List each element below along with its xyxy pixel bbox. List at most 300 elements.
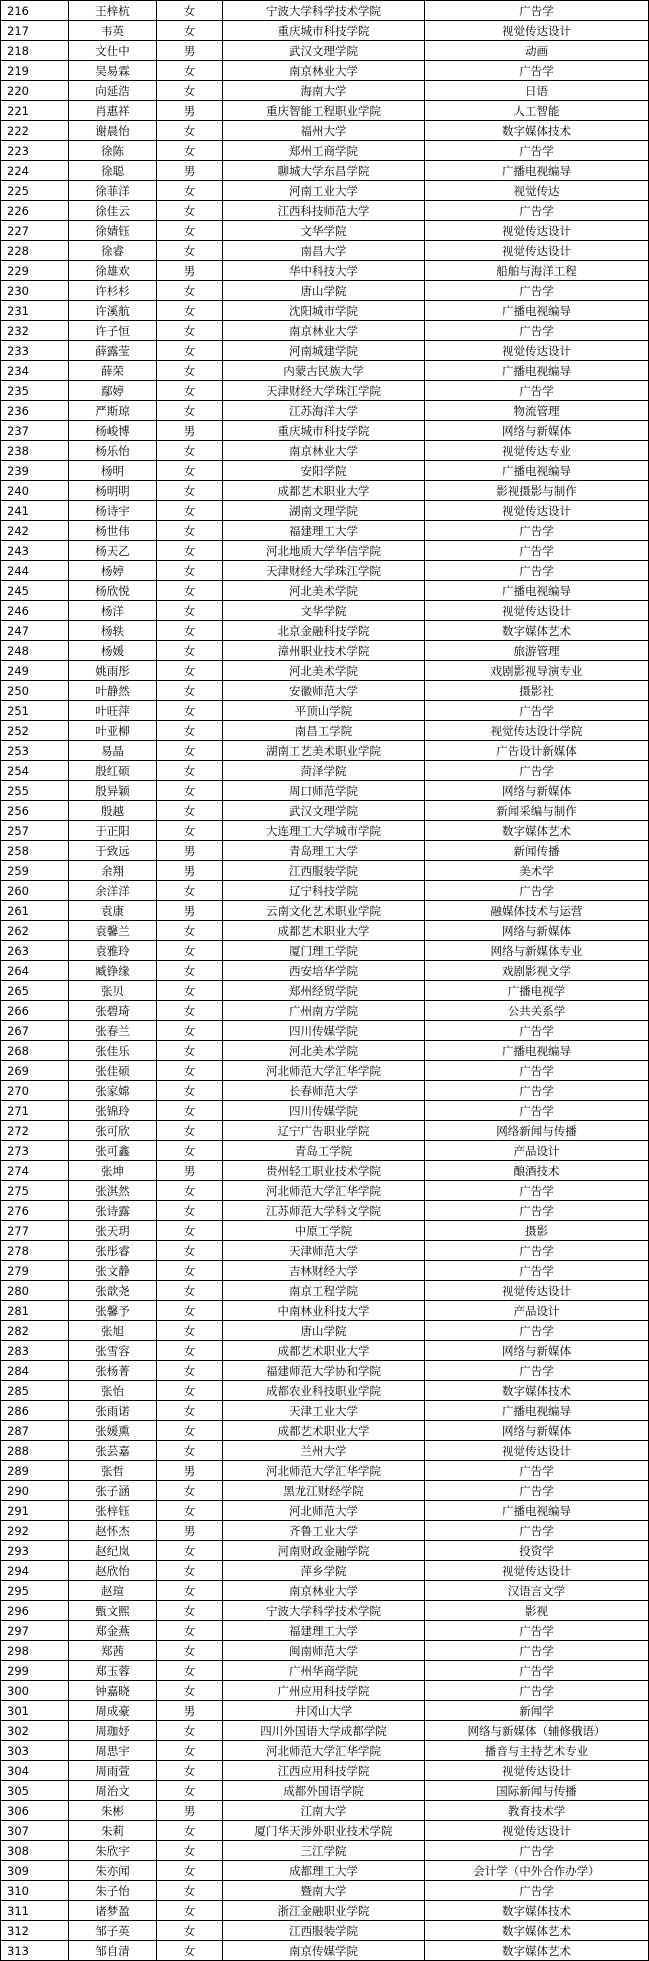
student-name-cell: 余翔	[69, 861, 157, 881]
student-name-cell: 张诗露	[69, 1201, 157, 1221]
student-name-cell: 杨轶	[69, 621, 157, 641]
table-row	[1, 481, 649, 501]
school-cell: 辽宁科技学院	[223, 881, 425, 901]
school-cell: 暨南大学	[223, 1881, 425, 1901]
row-number-cell: 287	[1, 1421, 69, 1441]
gender-cell: 女	[157, 141, 223, 161]
student-name-cell: 谢晨怡	[69, 121, 157, 141]
table-row	[1, 221, 649, 241]
major-cell: 广播电视编导	[425, 361, 649, 381]
major-cell: 新闻传播	[425, 841, 649, 861]
gender-cell: 女	[157, 581, 223, 601]
major-cell: 广告学	[425, 1361, 649, 1381]
student-name-cell: 张媛熏	[69, 1421, 157, 1441]
gender-cell: 男	[157, 161, 223, 181]
row-number-cell: 313	[1, 1941, 69, 1961]
student-name-cell: 韦英	[69, 21, 157, 41]
student-name-cell: 杨洋	[69, 601, 157, 621]
table-row	[1, 181, 649, 201]
school-cell: 浙江金融职业学院	[223, 1901, 425, 1921]
row-number-cell: 238	[1, 441, 69, 461]
student-name-cell: 杨欣悦	[69, 581, 157, 601]
table-row	[1, 1621, 649, 1641]
row-number-cell: 248	[1, 641, 69, 661]
major-cell: 新闻采编与制作	[425, 801, 649, 821]
table-row	[1, 601, 649, 621]
major-cell: 船舶与海洋工程	[425, 261, 649, 281]
student-name-cell: 张哲	[69, 1461, 157, 1481]
major-cell: 网络与新媒体	[425, 421, 649, 441]
major-cell: 广告学	[425, 1241, 649, 1261]
major-cell: 视觉传达专业	[425, 441, 649, 461]
student-name-cell: 张旭	[69, 1321, 157, 1341]
gender-cell: 女	[157, 641, 223, 661]
table-row	[1, 1161, 649, 1181]
major-cell: 动画	[425, 41, 649, 61]
table-row	[1, 281, 649, 301]
gender-cell: 女	[157, 1881, 223, 1901]
school-cell: 福建理工大学	[223, 1621, 425, 1641]
school-cell: 萍乡学院	[223, 1561, 425, 1581]
major-cell: 广告学	[425, 1881, 649, 1901]
row-number-cell: 257	[1, 821, 69, 841]
school-cell: 漳州职业技术学院	[223, 641, 425, 661]
gender-cell: 女	[157, 1041, 223, 1061]
gender-cell: 女	[157, 961, 223, 981]
row-number-cell: 269	[1, 1061, 69, 1081]
table-row	[1, 1221, 649, 1241]
row-number-cell: 293	[1, 1541, 69, 1561]
student-name-cell: 杨诗宇	[69, 501, 157, 521]
table-row	[1, 701, 649, 721]
gender-cell: 女	[157, 181, 223, 201]
row-number-cell: 300	[1, 1681, 69, 1701]
gender-cell: 女	[157, 1261, 223, 1281]
table-row	[1, 261, 649, 281]
gender-cell: 女	[157, 1241, 223, 1261]
major-cell: 广播电视编导	[425, 581, 649, 601]
student-name-cell: 文仕中	[69, 41, 157, 61]
school-cell: 天津财经大学珠江学院	[223, 381, 425, 401]
row-number-cell: 306	[1, 1801, 69, 1821]
row-number-cell: 296	[1, 1601, 69, 1621]
table-row	[1, 1461, 649, 1481]
gender-cell: 男	[157, 1701, 223, 1721]
major-cell: 广播电视编导	[425, 1401, 649, 1421]
student-name-cell: 钟嘉晓	[69, 1681, 157, 1701]
school-cell: 天津师范大学	[223, 1241, 425, 1261]
school-cell: 兰州大学	[223, 1441, 425, 1461]
row-number-cell: 294	[1, 1561, 69, 1581]
student-name-cell: 严斯琼	[69, 401, 157, 421]
student-name-cell: 张杨菁	[69, 1361, 157, 1381]
row-number-cell: 311	[1, 1901, 69, 1921]
student-name-cell: 许杉杉	[69, 281, 157, 301]
table-row	[1, 81, 649, 101]
student-name-cell: 叶亚柳	[69, 721, 157, 741]
school-cell: 福建理工大学	[223, 521, 425, 541]
gender-cell: 女	[157, 1941, 223, 1961]
school-cell: 成都艺术职业大学	[223, 921, 425, 941]
major-cell: 播音与主持艺术专业	[425, 1741, 649, 1761]
table-body	[1, 1, 649, 1961]
gender-cell: 女	[157, 1361, 223, 1381]
school-cell: 广州华商学院	[223, 1661, 425, 1681]
major-cell: 广告学	[425, 1261, 649, 1281]
major-cell: 数字媒体艺术	[425, 621, 649, 641]
row-number-cell: 219	[1, 61, 69, 81]
row-number-cell: 251	[1, 701, 69, 721]
school-cell: 广州应用科技学院	[223, 1681, 425, 1701]
student-name-cell: 袁馨兰	[69, 921, 157, 941]
table-row	[1, 1321, 649, 1341]
major-cell: 视觉传达设计	[425, 241, 649, 261]
gender-cell: 女	[157, 941, 223, 961]
school-cell: 南昌工学院	[223, 721, 425, 741]
major-cell: 广告学	[425, 141, 649, 161]
row-number-cell: 286	[1, 1401, 69, 1421]
student-name-cell: 叶旺萍	[69, 701, 157, 721]
row-number-cell: 250	[1, 681, 69, 701]
major-cell: 数字媒体技术	[425, 1901, 649, 1921]
row-number-cell: 271	[1, 1101, 69, 1121]
student-name-cell: 张佳乐	[69, 1041, 157, 1061]
row-number-cell: 273	[1, 1141, 69, 1161]
row-number-cell: 231	[1, 301, 69, 321]
school-cell: 宁波大学科学技术学院	[223, 1, 425, 21]
table-row	[1, 161, 649, 181]
major-cell: 广告学	[425, 541, 649, 561]
row-number-cell: 247	[1, 621, 69, 641]
school-cell: 菏泽学院	[223, 761, 425, 781]
student-name-cell: 张子涵	[69, 1481, 157, 1501]
row-number-cell: 237	[1, 421, 69, 441]
school-cell: 北京金融科技学院	[223, 621, 425, 641]
student-name-cell: 于正阳	[69, 821, 157, 841]
row-number-cell: 246	[1, 601, 69, 621]
student-name-cell: 徐陈	[69, 141, 157, 161]
school-cell: 南京林业大学	[223, 441, 425, 461]
major-cell: 广告学	[425, 881, 649, 901]
row-number-cell: 290	[1, 1481, 69, 1501]
row-number-cell: 285	[1, 1381, 69, 1401]
gender-cell: 女	[157, 821, 223, 841]
major-cell: 国际新闻与传播	[425, 1781, 649, 1801]
major-cell: 广告学	[425, 1181, 649, 1201]
school-cell: 河北美术学院	[223, 581, 425, 601]
student-name-cell: 周治文	[69, 1781, 157, 1801]
gender-cell: 男	[157, 1521, 223, 1541]
student-name-cell: 张淇然	[69, 1181, 157, 1201]
major-cell: 摄影	[425, 1221, 649, 1241]
gender-cell: 女	[157, 381, 223, 401]
major-cell: 广告学	[425, 701, 649, 721]
table-row	[1, 1761, 649, 1781]
student-name-cell: 郑茜	[69, 1641, 157, 1661]
gender-cell: 男	[157, 41, 223, 61]
school-cell: 江西科技师范大学	[223, 201, 425, 221]
student-name-cell: 赵纪岚	[69, 1541, 157, 1561]
table-row	[1, 1401, 649, 1421]
row-number-cell: 280	[1, 1281, 69, 1301]
major-cell: 网络新闻与传播	[425, 1121, 649, 1141]
major-cell: 旅游管理	[425, 641, 649, 661]
school-cell: 福州大学	[223, 121, 425, 141]
student-name-cell: 殷越	[69, 801, 157, 821]
table-row	[1, 1261, 649, 1281]
student-name-cell: 杨乐怡	[69, 441, 157, 461]
school-cell: 湖南工艺美术职业学院	[223, 741, 425, 761]
student-name-cell: 徐佳云	[69, 201, 157, 221]
school-cell: 文华学院	[223, 221, 425, 241]
row-number-cell: 282	[1, 1321, 69, 1341]
gender-cell: 女	[157, 1581, 223, 1601]
student-name-cell: 杨媛	[69, 641, 157, 661]
student-name-cell: 张春兰	[69, 1021, 157, 1041]
major-cell: 视觉传达设计	[425, 1561, 649, 1581]
row-number-cell: 234	[1, 361, 69, 381]
school-cell: 成都外国语学院	[223, 1781, 425, 1801]
gender-cell: 女	[157, 281, 223, 301]
school-cell: 长春师范大学	[223, 1081, 425, 1101]
row-number-cell: 264	[1, 961, 69, 981]
table-row	[1, 1, 649, 21]
row-number-cell: 303	[1, 1741, 69, 1761]
row-number-cell: 262	[1, 921, 69, 941]
major-cell: 广播电视编导	[425, 301, 649, 321]
row-number-cell: 292	[1, 1521, 69, 1541]
table-row	[1, 1361, 649, 1381]
row-number-cell: 230	[1, 281, 69, 301]
student-name-cell: 张彤睿	[69, 1241, 157, 1261]
gender-cell: 女	[157, 1061, 223, 1081]
school-cell: 江西应用科技学院	[223, 1761, 425, 1781]
gender-cell: 男	[157, 901, 223, 921]
row-number-cell: 216	[1, 1, 69, 21]
row-number-cell: 274	[1, 1161, 69, 1181]
gender-cell: 女	[157, 601, 223, 621]
major-cell: 广告学	[425, 1321, 649, 1341]
school-cell: 南京工程学院	[223, 1281, 425, 1301]
row-number-cell: 220	[1, 81, 69, 101]
gender-cell: 女	[157, 521, 223, 541]
major-cell: 戏剧影视文学	[425, 961, 649, 981]
major-cell: 广告学	[425, 1101, 649, 1121]
row-number-cell: 275	[1, 1181, 69, 1201]
major-cell: 广告学	[425, 1201, 649, 1221]
table-row	[1, 1901, 649, 1921]
gender-cell: 女	[157, 1661, 223, 1681]
gender-cell: 女	[157, 1921, 223, 1941]
table-row	[1, 1061, 649, 1081]
row-number-cell: 244	[1, 561, 69, 581]
school-cell: 江西服装学院	[223, 861, 425, 881]
school-cell: 河北师范大学汇华学院	[223, 1061, 425, 1081]
gender-cell: 女	[157, 461, 223, 481]
school-cell: 重庆智能工程职业学院	[223, 101, 425, 121]
gender-cell: 女	[157, 341, 223, 361]
school-cell: 重庆城市科技学院	[223, 421, 425, 441]
student-name-cell: 赵怀杰	[69, 1521, 157, 1541]
student-name-cell: 杨峻博	[69, 421, 157, 441]
gender-cell: 女	[157, 1861, 223, 1881]
student-name-cell: 徐雄欢	[69, 261, 157, 281]
student-name-cell: 周珈妤	[69, 1721, 157, 1741]
student-name-cell: 张馨予	[69, 1301, 157, 1321]
school-cell: 河南财政金融学院	[223, 1541, 425, 1561]
gender-cell: 女	[157, 721, 223, 741]
row-number-cell: 305	[1, 1781, 69, 1801]
student-name-cell: 许子恒	[69, 321, 157, 341]
school-cell: 青岛工学院	[223, 1141, 425, 1161]
gender-cell: 女	[157, 1121, 223, 1141]
row-number-cell: 263	[1, 941, 69, 961]
school-cell: 青岛理工大学	[223, 841, 425, 861]
school-cell: 福建师范大学协和学院	[223, 1361, 425, 1381]
table-row	[1, 561, 649, 581]
student-name-cell: 杨明	[69, 461, 157, 481]
student-name-cell: 张雪容	[69, 1341, 157, 1361]
table-row	[1, 1101, 649, 1121]
row-number-cell: 276	[1, 1201, 69, 1221]
student-name-cell: 张锦玲	[69, 1101, 157, 1121]
row-number-cell: 304	[1, 1761, 69, 1781]
student-name-cell: 吴易霖	[69, 61, 157, 81]
major-cell: 广告学	[425, 1621, 649, 1641]
student-name-cell: 张芸嘉	[69, 1441, 157, 1461]
major-cell: 广播电视学	[425, 981, 649, 1001]
row-number-cell: 295	[1, 1581, 69, 1601]
major-cell: 教育技术学	[425, 1801, 649, 1821]
major-cell: 新闻学	[425, 1701, 649, 1721]
gender-cell: 女	[157, 1, 223, 21]
school-cell: 内蒙古民族大学	[223, 361, 425, 381]
row-number-cell: 267	[1, 1021, 69, 1041]
row-number-cell: 272	[1, 1121, 69, 1141]
school-cell: 闽南师范大学	[223, 1641, 425, 1661]
student-name-cell: 周思宇	[69, 1741, 157, 1761]
student-name-cell: 赵瑄	[69, 1581, 157, 1601]
table-row	[1, 381, 649, 401]
student-name-cell: 朱亦闻	[69, 1861, 157, 1881]
school-cell: 南京林业大学	[223, 1581, 425, 1601]
major-cell: 广告学	[425, 1681, 649, 1701]
table-row	[1, 321, 649, 341]
row-number-cell: 302	[1, 1721, 69, 1741]
school-cell: 四川外国语大学成都学院	[223, 1721, 425, 1741]
student-name-cell: 于致远	[69, 841, 157, 861]
table-row	[1, 1941, 649, 1961]
school-cell: 南京林业大学	[223, 321, 425, 341]
school-cell: 四川传媒学院	[223, 1021, 425, 1041]
row-number-cell: 243	[1, 541, 69, 561]
major-cell: 公共关系学	[425, 1001, 649, 1021]
student-name-cell: 张梓钰	[69, 1501, 157, 1521]
gender-cell: 女	[157, 1821, 223, 1841]
row-number-cell: 258	[1, 841, 69, 861]
gender-cell: 女	[157, 661, 223, 681]
row-number-cell: 242	[1, 521, 69, 541]
row-number-cell: 218	[1, 41, 69, 61]
row-number-cell: 279	[1, 1261, 69, 1281]
gender-cell: 女	[157, 1341, 223, 1361]
major-cell: 视觉传达设计	[425, 1441, 649, 1461]
gender-cell: 男	[157, 841, 223, 861]
major-cell: 广告学	[425, 61, 649, 81]
table-row	[1, 1181, 649, 1201]
row-number-cell: 223	[1, 141, 69, 161]
major-cell: 网络与新媒体专业	[425, 941, 649, 961]
major-cell: 广播电视编导	[425, 1501, 649, 1521]
gender-cell: 女	[157, 621, 223, 641]
student-name-cell: 徐婧钰	[69, 221, 157, 241]
gender-cell: 女	[157, 81, 223, 101]
student-name-cell: 姚雨彤	[69, 661, 157, 681]
school-cell: 厦门华天涉外职业技术学院	[223, 1821, 425, 1841]
major-cell: 广告学	[425, 281, 649, 301]
major-cell: 视觉传达设计	[425, 1821, 649, 1841]
row-number-cell: 235	[1, 381, 69, 401]
gender-cell: 女	[157, 1401, 223, 1421]
table-row	[1, 1421, 649, 1441]
school-cell: 南京林业大学	[223, 61, 425, 81]
row-number-cell: 261	[1, 901, 69, 921]
table-row	[1, 901, 649, 921]
major-cell: 广播电视编导	[425, 1041, 649, 1061]
school-cell: 四川传媒学院	[223, 1101, 425, 1121]
school-cell: 贵州轻工职业技术学院	[223, 1161, 425, 1181]
school-cell: 江苏海洋大学	[223, 401, 425, 421]
table-row	[1, 1281, 649, 1301]
table-row	[1, 1921, 649, 1941]
gender-cell: 女	[157, 1081, 223, 1101]
major-cell: 影视摄影与制作	[425, 481, 649, 501]
school-cell: 河北师范大学	[223, 1501, 425, 1521]
gender-cell: 女	[157, 801, 223, 821]
major-cell: 广告学	[425, 1521, 649, 1541]
student-name-cell: 叶静然	[69, 681, 157, 701]
school-cell: 成都艺术职业大学	[223, 1421, 425, 1441]
table-row	[1, 941, 649, 961]
table-row	[1, 1861, 649, 1881]
gender-cell: 女	[157, 921, 223, 941]
table-row	[1, 1881, 649, 1901]
student-name-cell: 张佳硕	[69, 1061, 157, 1081]
gender-cell: 女	[157, 1781, 223, 1801]
major-cell: 广告学	[425, 1481, 649, 1501]
gender-cell: 女	[157, 1561, 223, 1581]
major-cell: 网络与新媒体	[425, 921, 649, 941]
school-cell: 安阳学院	[223, 461, 425, 481]
major-cell: 广播电视编导	[425, 461, 649, 481]
major-cell: 物流管理	[425, 401, 649, 421]
school-cell: 郑州经贸学院	[223, 981, 425, 1001]
gender-cell: 女	[157, 541, 223, 561]
gender-cell: 女	[157, 1021, 223, 1041]
school-cell: 江西服装学院	[223, 1921, 425, 1941]
table-row	[1, 661, 649, 681]
gender-cell: 女	[157, 681, 223, 701]
major-cell: 汉语言文学	[425, 1581, 649, 1601]
student-name-cell: 易晶	[69, 741, 157, 761]
gender-cell: 女	[157, 1741, 223, 1761]
table-row	[1, 401, 649, 421]
school-cell: 安徽师范大学	[223, 681, 425, 701]
gender-cell: 女	[157, 1301, 223, 1321]
school-cell: 天津财经大学珠江学院	[223, 561, 425, 581]
row-number-cell: 307	[1, 1821, 69, 1841]
major-cell: 视觉传达设计	[425, 601, 649, 621]
